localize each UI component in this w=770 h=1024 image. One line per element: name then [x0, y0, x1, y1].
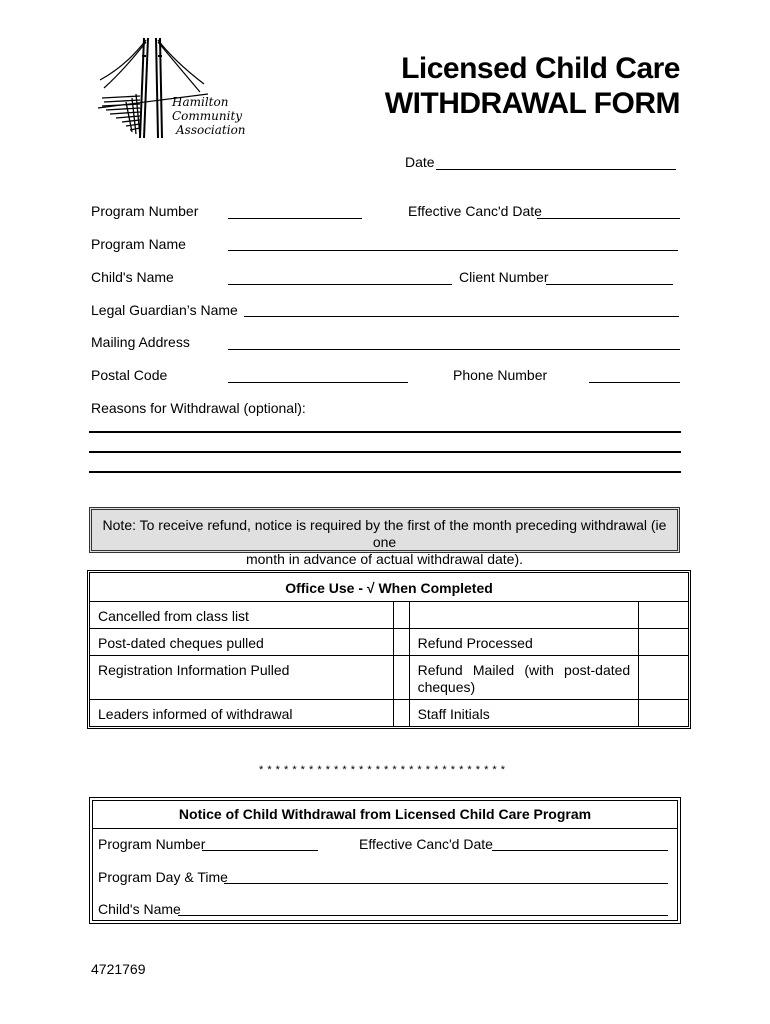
office-item-blank [409, 602, 639, 629]
effective-date-label: Effective Canc'd Date [408, 203, 542, 219]
checkbox-postdated-pulled[interactable] [393, 629, 409, 656]
date-field[interactable] [436, 169, 676, 170]
checkbox-staff-initials[interactable] [639, 700, 689, 727]
program-name-field[interactable] [228, 250, 678, 251]
effective-date-field[interactable] [537, 218, 680, 219]
checkbox-refund-mailed[interactable] [639, 656, 689, 700]
date-label: Date [405, 154, 435, 170]
postal-code-label: Postal Code [91, 367, 168, 383]
office-item-staff-initials: Staff Initials [409, 700, 639, 727]
notice-program-number-label: Program Number [98, 836, 206, 852]
notice-childs-name-label: Child's Name [98, 901, 181, 917]
notice-program-day-time-label: Program Day & Time [98, 869, 228, 885]
client-number-label: Client Number [459, 269, 549, 285]
refund-note [89, 507, 680, 567]
legal-guardian-label: Legal Guardian’s Name [91, 302, 238, 318]
title-line-1: Licensed Child Care [401, 52, 680, 85]
title-line-2: WITHDRAWAL FORM [384, 87, 680, 120]
childs-name-field[interactable] [228, 284, 452, 285]
association-logo [96, 36, 246, 142]
program-name-label: Program Name [91, 236, 186, 252]
reasons-label: Reasons for Withdrawal (optional): [91, 400, 306, 416]
logo-text-community: Community [172, 109, 243, 123]
client-number-field[interactable] [546, 284, 673, 285]
checkbox-refund-processed[interactable] [639, 629, 689, 656]
checkbox-blank[interactable] [639, 602, 689, 629]
office-item-refund-processed: Refund Processed [409, 629, 639, 656]
legal-guardian-field[interactable] [244, 316, 679, 317]
reasons-line-2[interactable] [89, 451, 681, 453]
checkbox-registration-pulled[interactable] [393, 656, 409, 700]
form-number: 4721769 [91, 961, 146, 977]
notice-program-day-time-field[interactable] [224, 883, 668, 884]
notice-effective-date-field[interactable] [492, 850, 668, 851]
mailing-address-field[interactable] [228, 349, 680, 350]
office-item-refund-mailed: Refund Mailed (with post-dated cheques) [409, 656, 639, 700]
office-use-table [89, 572, 689, 727]
office-item-leaders-informed: Leaders informed of withdrawal [90, 700, 394, 727]
notice-heading: Notice of Child Withdrawal from Licensed Child Care Program [93, 801, 677, 829]
notice-effective-date-label: Effective Canc'd Date [359, 836, 493, 852]
asterisk-separator: * * * * * * * * * * * * * * * * * * * * * * * * * * * * * * [259, 764, 506, 776]
logo-text-hamilton: Hamilton [172, 95, 229, 109]
reasons-line-3[interactable] [89, 471, 681, 473]
office-use-heading: Office Use - √ When Completed [90, 573, 689, 602]
phone-number-label: Phone Number [453, 367, 548, 383]
mailing-address-label: Mailing Address [91, 334, 190, 350]
office-item-registration-pulled: Registration Information Pulled [90, 656, 394, 700]
office-item-cancelled: Cancelled from class list [90, 602, 394, 629]
reasons-line-1[interactable] [89, 431, 681, 433]
checkbox-leaders-informed[interactable] [393, 700, 409, 727]
office-item-postdated-pulled: Post-dated cheques pulled [90, 629, 394, 656]
refund-note-line-2: month in advance of actual withdrawal date). [245, 551, 524, 567]
notice-of-withdrawal-box [89, 797, 681, 924]
phone-number-field[interactable] [589, 382, 680, 383]
childs-name-label: Child's Name [91, 269, 174, 285]
program-number-field[interactable] [228, 218, 362, 219]
logo-text-association: Association [176, 123, 246, 137]
program-number-label: Program Number [91, 203, 199, 219]
postal-code-field[interactable] [228, 382, 408, 383]
notice-program-number-field[interactable] [202, 850, 318, 851]
checkbox-cancelled[interactable] [393, 602, 409, 629]
notice-childs-name-field[interactable] [178, 915, 668, 916]
refund-note-line-1: Note: To receive refund, notice is required by the first of the month preceding withdrawal (ie one [102, 517, 667, 550]
